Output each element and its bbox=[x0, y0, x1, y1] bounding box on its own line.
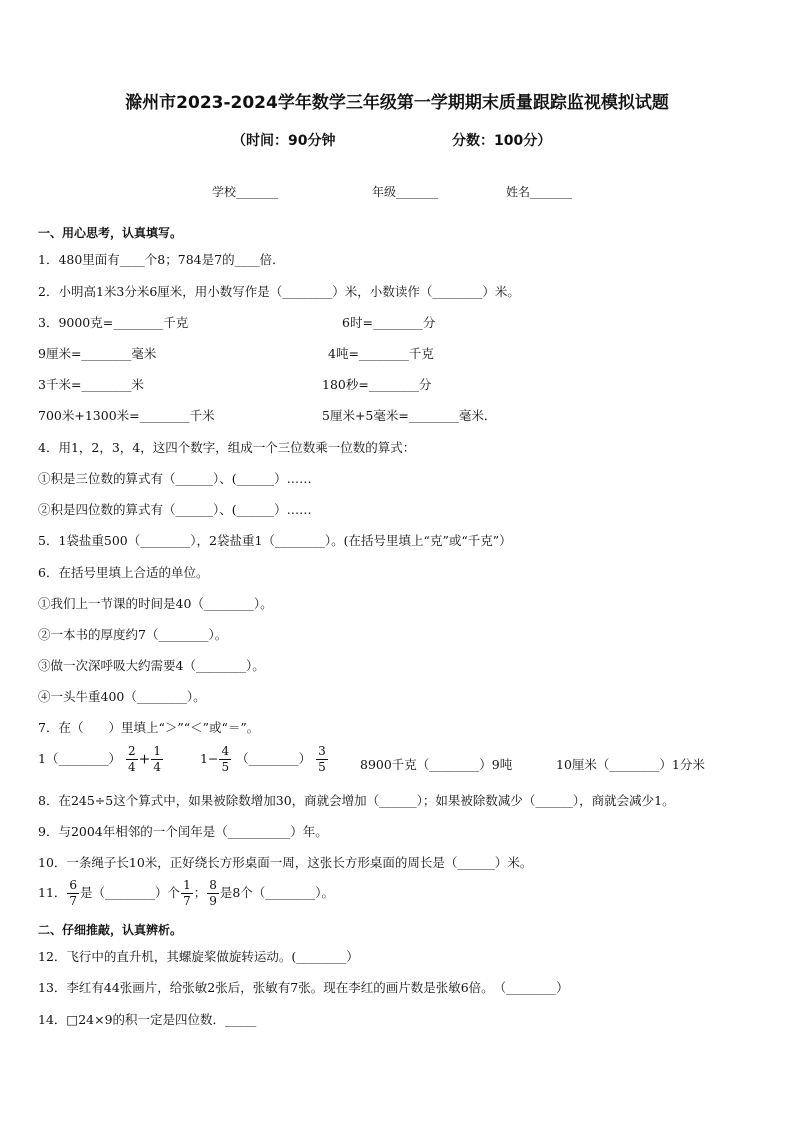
denominator: 9 bbox=[209, 894, 217, 908]
question-2: 2．小明高1米3分米6厘米，用小数写作是（________）米，小数读作（________）米。 bbox=[38, 284, 520, 299]
section-2-heading: 二、仔细推敲，认真辨析。 bbox=[38, 923, 183, 937]
question-6-part-4: ④一头牛重400（________）。 bbox=[38, 689, 206, 704]
question-3h: 5厘米+5毫米=________毫米． bbox=[322, 408, 497, 423]
question-7-item-3: 8900千克（________）9吨 bbox=[360, 757, 513, 772]
denominator: 5 bbox=[221, 760, 230, 774]
q7-item2-left: 1− bbox=[200, 751, 219, 766]
q11-text-1: 是（________）个 bbox=[80, 885, 181, 900]
question-3b: 6时=________分 bbox=[342, 315, 436, 330]
exam-score: 分数：100分） bbox=[452, 133, 552, 149]
numerator: 4 bbox=[221, 744, 230, 758]
question-14: 14．□24×9的积一定是四位数．_____ bbox=[38, 1012, 257, 1027]
fraction bbox=[207, 878, 219, 909]
question-9: 9．与2004年相邻的一个闰年是（__________）年。 bbox=[38, 824, 328, 839]
denominator: 4 bbox=[153, 760, 161, 774]
question-1: 1．480里面有____个8；784是7的____倍． bbox=[38, 252, 285, 267]
fraction bbox=[126, 744, 138, 775]
denominator: 5 bbox=[318, 760, 326, 774]
grade-field[interactable]: 年级_______ bbox=[372, 185, 439, 199]
denominator: 7 bbox=[183, 894, 191, 908]
question-6-part-3: ③做一次深呼吸大约需要4（________）。 bbox=[38, 658, 265, 673]
question-5: 5．1袋盐重500（________），2袋盐重1（________）。(在括号里填上“克”或“千克”） bbox=[38, 533, 512, 548]
fraction bbox=[67, 878, 79, 909]
question-12: 12．飞行中的直升机，其螺旋桨做旋转运动。(________） bbox=[38, 949, 359, 964]
numerator: 1 bbox=[183, 878, 191, 892]
plus-sign: + bbox=[138, 751, 151, 768]
fraction bbox=[316, 744, 328, 775]
fraction bbox=[151, 744, 163, 775]
q7-item1-left: 1（________） bbox=[38, 751, 121, 766]
q11-text-3: 是8个（________）。 bbox=[219, 885, 335, 900]
exam-title: 滁州市2023-2024学年数学三年级第一学期期末质量跟踪监视模拟试题 bbox=[125, 93, 669, 113]
name-field[interactable]: 姓名_______ bbox=[506, 185, 573, 199]
question-7: 7．在（ ）里填上“＞”“＜”或“＝”。 bbox=[38, 720, 260, 735]
q7-item2-blank: （________） bbox=[236, 751, 312, 766]
question-6-part-2: ②一本书的厚度约7（________）。 bbox=[38, 627, 228, 642]
question-7-item-4: 10厘米（________）1分米 bbox=[556, 757, 705, 772]
numerator: 8 bbox=[209, 878, 217, 892]
fraction bbox=[181, 878, 193, 909]
question-11 bbox=[38, 878, 334, 909]
numerator: 2 bbox=[127, 744, 136, 758]
numerator: 1 bbox=[153, 744, 161, 758]
denominator: 7 bbox=[69, 894, 78, 908]
numerator: 3 bbox=[318, 744, 326, 758]
question-13: 13．李红有44张画片，给张敏2张后，张敏有7张。现在李红的画片数是张敏6倍。 （________） bbox=[38, 980, 569, 995]
question-4-part-2: ②积是四位数的算式有（______）、(______）…… bbox=[38, 502, 312, 517]
section-1-heading: 一、用心思考，认真填写。 bbox=[38, 226, 183, 240]
question-3f: 180秒=________分 bbox=[322, 377, 432, 392]
numerator: 6 bbox=[69, 878, 78, 892]
question-3a: 3．9000克=________千克 bbox=[38, 315, 189, 330]
question-6-part-1: ①我们上一节课的时间是40（________）。 bbox=[38, 596, 273, 611]
question-8: 8．在245÷5这个算式中，如果被除数增加30，商就会增加（______）；如果被除数减少（______），商就会减少1。 bbox=[38, 793, 675, 808]
school-field[interactable]: 学校_______ bbox=[212, 185, 279, 199]
question-3d: 4吨=________千克 bbox=[328, 346, 434, 361]
q11-number: 11． bbox=[38, 885, 67, 900]
question-4: 4．用1，2，3，4，这四个数字，组成一个三位数乘一位数的算式： bbox=[38, 440, 416, 455]
question-7-item-2 bbox=[200, 744, 329, 775]
fraction bbox=[219, 744, 231, 775]
question-4-part-1: ①积是三位数的算式有（______）、(______）…… bbox=[38, 471, 312, 486]
question-3e: 3千米=________米 bbox=[38, 377, 144, 392]
q11-text-2: ； bbox=[193, 885, 207, 900]
question-3g: 700米+1300米=________千米 bbox=[38, 408, 215, 423]
exam-time: （时间：90分钟 bbox=[232, 133, 336, 149]
question-6: 6．在括号里填上合适的单位。 bbox=[38, 565, 209, 580]
question-7-item-1 bbox=[38, 744, 164, 775]
denominator: 4 bbox=[127, 760, 136, 774]
question-3c: 9厘米=________毫米 bbox=[38, 346, 157, 361]
question-10: 10．一条绳子长10米，正好绕长方形桌面一周，这张长方形桌面的周长是（______）米。 bbox=[38, 855, 533, 870]
